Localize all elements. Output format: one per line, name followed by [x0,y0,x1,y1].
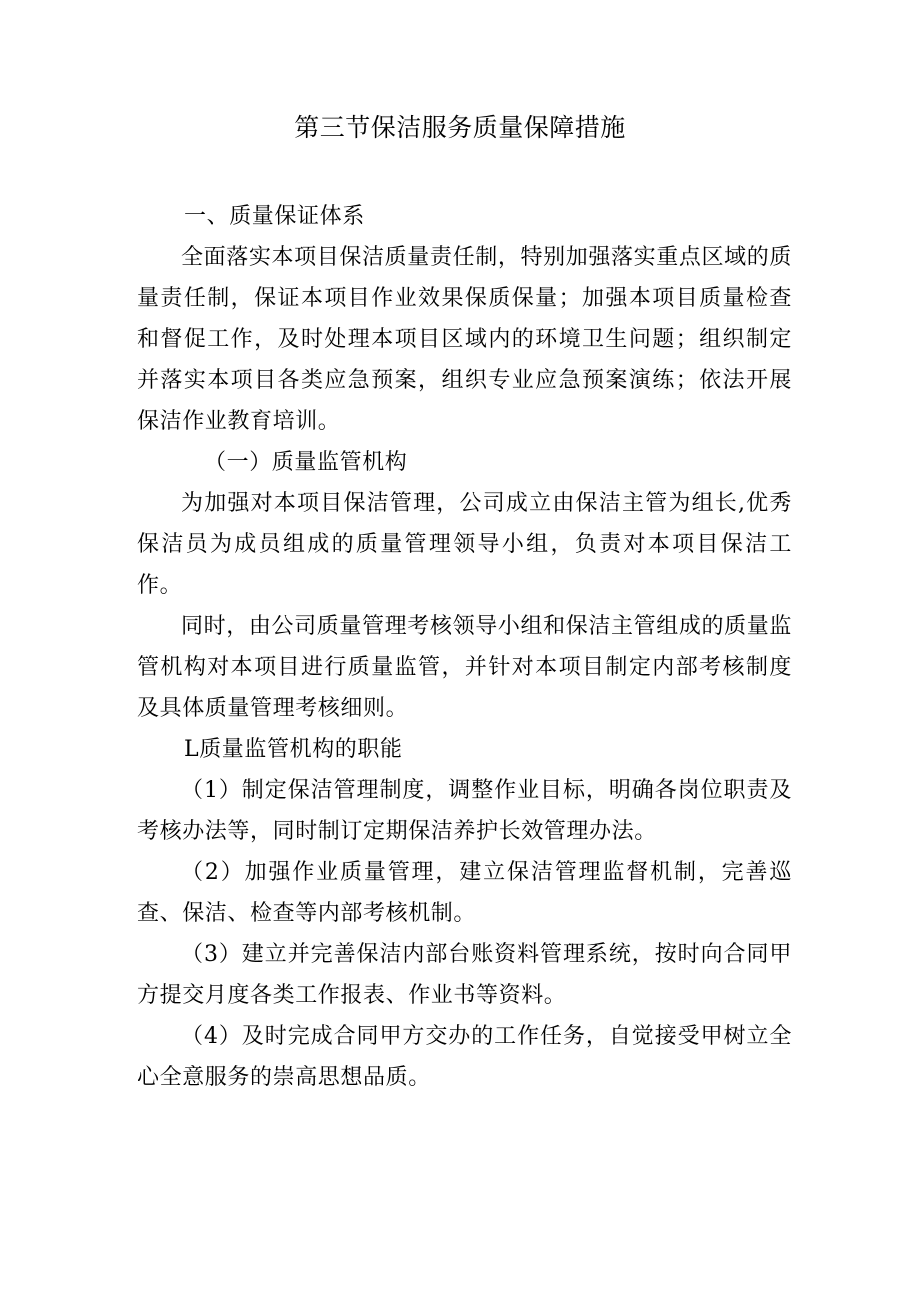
list-item-function-1: （1）制定保洁管理制度，调整作业目标，明确各岗位职责及考核办法等，同时制订定期保洁养护长效管理办法。 [137,778,792,844]
page-title: 第三节保洁服务质量保障措施 [294,113,626,142]
list-item-function-3: （3）建立并完善保洁内部台账资料管理系统，按时向合同甲方提交月度各类工作报表、作业书等资料。 [137,942,792,1008]
paragraph-quality-responsibility: 全面落实本项目保洁质量责任制，特别加强落实重点区域的质量责任制，保证本项目作业效果保质保量；加强本项目质量检查和督促工作，及时处理本项目区域内的环境卫生问题；组织制定并落实本项目各类应急预案，组织专业应急预案演练；依法开展保洁作业教育培训。 [137,245,792,434]
paragraph-supervision-body: 同时，由公司质量管理考核领导小组和保洁主管组成的质量监管机构对本项目进行质量监管，并针对本项目制定内部考核制度及具体质量管理考核细则。 [137,614,792,721]
paragraph-leadership-group: 为加强对本项目保洁管理，公司成立由保洁主管为组长,优秀保洁员为成员组成的质量管理领导小组，负责对本项目保洁工作。 [137,491,792,598]
section-heading-functions: L质量监管机构的职能 [184,737,403,762]
list-item-function-4: （4）及时完成合同甲方交办的工作任务，自觉接受甲树立全心全意服务的崇高思想品质。 [137,1024,792,1090]
subsection-heading-supervision-org: （一）质量监管机构 [204,450,408,475]
document-body [137,196,792,1098]
list-item-function-2: （2）加强作业质量管理，建立保洁管理监督机制，完善巡查、保洁、检查等内部考核机制。 [137,860,792,926]
section-heading-quality-system: 一、质量保证体系 [184,204,365,229]
